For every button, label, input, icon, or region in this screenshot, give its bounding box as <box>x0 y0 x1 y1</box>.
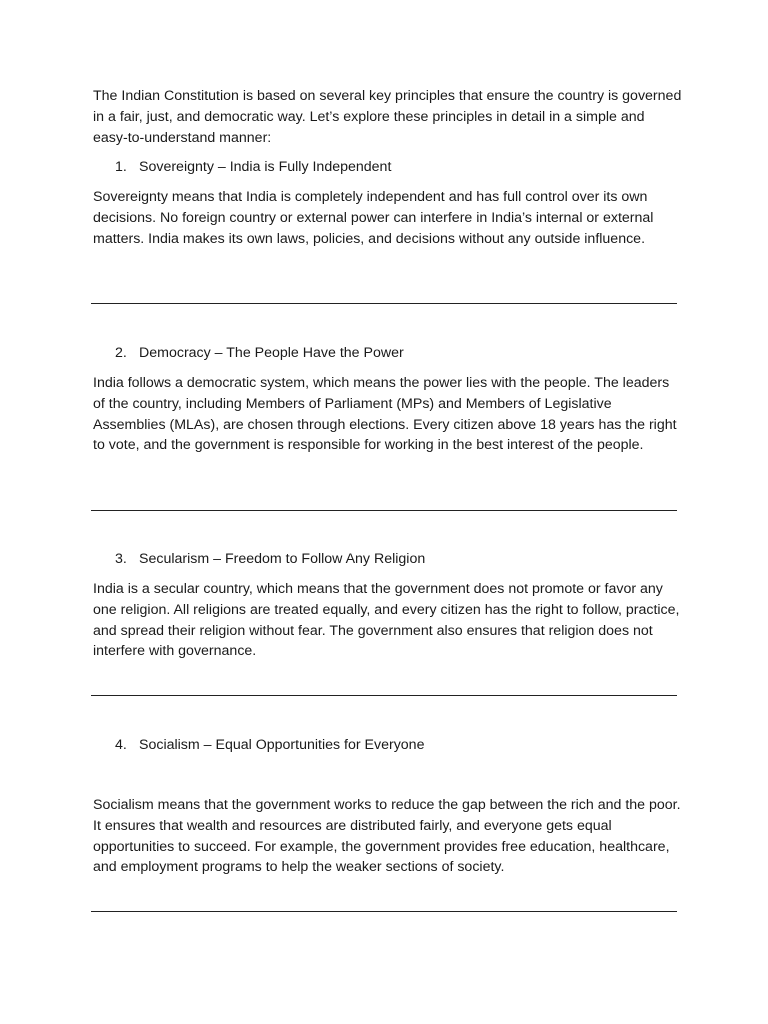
list-number: 1. <box>115 159 127 175</box>
section-heading-democracy <box>115 343 404 364</box>
section-heading-sovereignty <box>115 157 391 178</box>
horizontal-divider <box>91 510 677 511</box>
heading-text: Democracy – The People Have the Power <box>139 345 404 361</box>
list-number: 4. <box>115 737 127 753</box>
section-body-democracy: India follows a democratic system, which means the power lies with the people. The leaders of the country, including Members of Parliament (MPs) and Members of Legislative Assemblies (MLAs), are chosen through elections. Every citizen above 18 years has the right to vote, and the government is responsible for working in the best interest of the people. <box>93 375 677 454</box>
heading-text: Sovereignty – India is Fully Independent <box>139 159 392 175</box>
horizontal-divider <box>91 303 677 304</box>
heading-text: Socialism – Equal Opportunities for Everyone <box>139 737 425 753</box>
horizontal-divider <box>91 911 677 912</box>
list-number: 2. <box>115 345 127 361</box>
section-heading-secularism <box>115 549 425 570</box>
section-heading-socialism <box>115 735 424 756</box>
horizontal-divider <box>91 695 677 696</box>
intro-paragraph: The Indian Constitution is based on several key principles that ensure the country is governed in a fair, just, and democratic way. Let’s explore these principles in detail in a simple and easy-to-understand manner: <box>93 88 682 146</box>
heading-text: Secularism – Freedom to Follow Any Religion <box>139 551 426 567</box>
section-body-socialism: Socialism means that the government works to reduce the gap between the rich and the poor. It ensures that wealth and resources are distributed fairly, and everyone gets equal opportunities to succeed. For example, the government provides free education, healthcare, and employment programs to help the weaker sections of society. <box>93 797 681 876</box>
list-number: 3. <box>115 551 127 567</box>
section-body-secularism: India is a secular country, which means that the government does not promote or favor any one religion. All religions are treated equally, and every citizen has the right to follow, practice, and spread their religion without fear. The government also ensures that religion does not interfere with governance. <box>93 581 680 660</box>
section-body-sovereignty: Sovereignty means that India is completely independent and has full control over its own decisions. No foreign country or external power can interfere in India’s internal or external matters. India makes its own laws, policies, and decisions without any outside influence. <box>93 189 654 247</box>
